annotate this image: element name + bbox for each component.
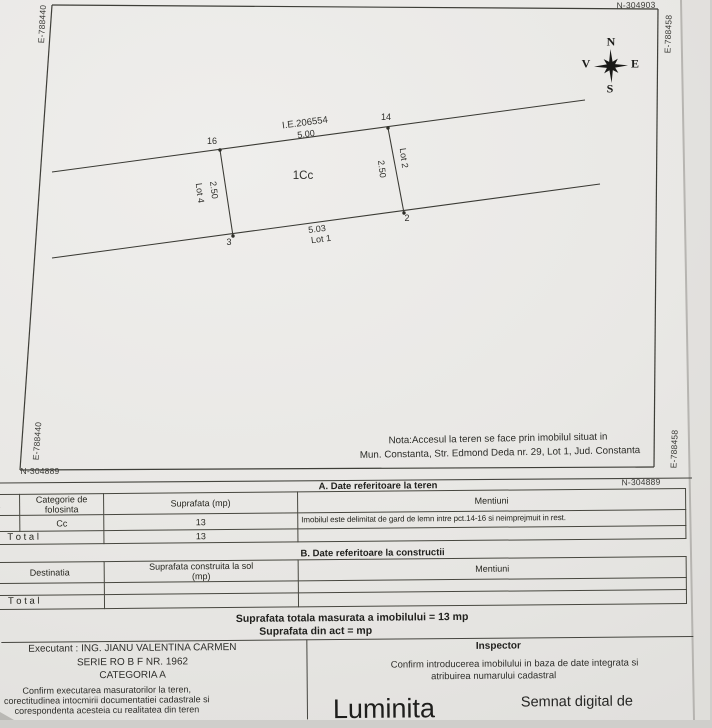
access-note-line2: Mun. Constanta, Str. Edmond Deda nr. 29, Lot 1, Jud. Constanta (359, 445, 641, 461)
grid-label-easting-bottom-left: E-788440 (30, 421, 44, 461)
table-a-header-categorie (20, 494, 104, 516)
table-a-header-suprafata: Suprafata (mp) (104, 492, 298, 515)
grid-label-northing-bottom-left: N-304889 (20, 466, 60, 476)
digital-signature-note: Semnat digital de (520, 693, 633, 711)
table-a-row-categorie: Cc (20, 515, 104, 532)
table-a-title: A. Date referitoare la teren (318, 480, 438, 493)
compass-south-label: S (606, 81, 614, 96)
table-a-total-suprafata: 13 (104, 529, 298, 544)
dimension-left: 2.50 (207, 180, 221, 200)
executant-serie-line: SERIE RO B F NR. 1962 (76, 656, 189, 669)
grid-label-northing-bottom-right: N-304889 (621, 476, 661, 488)
grid-label-easting-bottom-right: E-788458 (668, 429, 680, 469)
executant-confirm-line3: corespondenta acesteia cu realitatea din teren (14, 704, 200, 716)
table-b-header-suprafata-line1: Suprafata construita la sol (149, 560, 254, 572)
neighbor-lot-right: Lot 2 (397, 147, 411, 169)
table-a-row-suprafata: 13 (104, 513, 298, 531)
grid-label-easting-top-left: E-788440 (36, 4, 48, 44)
compass-north-label: N (606, 34, 616, 49)
executant-categoria-line: CATEGORIA A (99, 669, 166, 682)
grid-label-easting-top-right: E-788458 (662, 14, 674, 54)
table-b-constructii (0, 556, 687, 610)
table-b-total-mentiuni (298, 590, 686, 607)
table-b-row-destinatia (0, 583, 104, 596)
table-b-header-suprafata (104, 560, 298, 583)
summary-measured-area: Suprafata totala masurata a imobilului = 13 mp (235, 610, 469, 625)
parcel-use-code: 1Cc (292, 170, 314, 182)
inspector-confirm-line1: Confirm introducerea imobilului in baza de date integrata si (390, 657, 639, 671)
digital-signature-name: Luminita (332, 693, 436, 725)
executant-name-line: Executant : ING. JIANU VALENTINA CARMEN (28, 641, 237, 655)
inspector-confirm-line2: atribuirea numarului cadastral (431, 670, 557, 683)
neighbor-lot-bottom: Lot 1 (310, 232, 332, 246)
table-b-title: B. Date referitoare la constructii (300, 547, 445, 560)
parcel-ie-number: I.E.206554 (281, 114, 329, 132)
table-a-row-mentiuni: Imobilul este delimitat de gard de lemn intre pct.14-16 si neimprejmuit in rest. (298, 510, 686, 529)
access-note-line1: Nota:Accesul la teren se face prin imobilul situat in (388, 431, 608, 447)
point-label-16: 16 (206, 136, 218, 146)
neighbor-lot-left: Lot 4 (193, 182, 207, 204)
grid-label-northing-top-right: N-304903 (616, 0, 656, 11)
table-a-header-categorie-line2: folosinta (44, 504, 79, 515)
point-label-14: 14 (380, 112, 392, 122)
point-label-2: 2 (404, 213, 410, 223)
compass-west-label: V (581, 56, 591, 71)
point-label-3: 3 (226, 237, 232, 247)
executant-confirm-line1: Confirm executarea masuratorilor la teren, (22, 684, 192, 696)
table-b-header-mentiuni: Mentiuni (298, 557, 686, 582)
executant-confirm-line2: corectitudinea intocmirii documentatiei cadastrale si (3, 694, 210, 706)
table-a-teren (0, 488, 686, 545)
summary-act-area: Suprafata din act = mp (259, 624, 373, 638)
dimension-top: 5.00 (296, 127, 316, 141)
table-b-header-destinatia: Destinatia (0, 562, 104, 584)
table-a-total-mentiuni (298, 526, 686, 542)
inspector-title: Inspector (475, 640, 521, 652)
dimension-right: 2.50 (375, 159, 389, 179)
table-a-header-categorie-line1: Categorie de (35, 494, 88, 505)
table-a-corner-cell (0, 494, 20, 515)
compass-east-label: E (630, 56, 640, 71)
table-b-total-suprafata (104, 593, 298, 609)
dimension-bottom: 5.03 (307, 222, 327, 236)
table-b-total-label: T o t a l (0, 595, 105, 610)
table-a-row-corner-cell (0, 515, 20, 531)
table-a-header-mentiuni: Mentiuni (298, 489, 686, 514)
table-b-header-suprafata-line2: (mp) (191, 571, 211, 582)
table-a-total-label: T o t a l (0, 531, 104, 545)
